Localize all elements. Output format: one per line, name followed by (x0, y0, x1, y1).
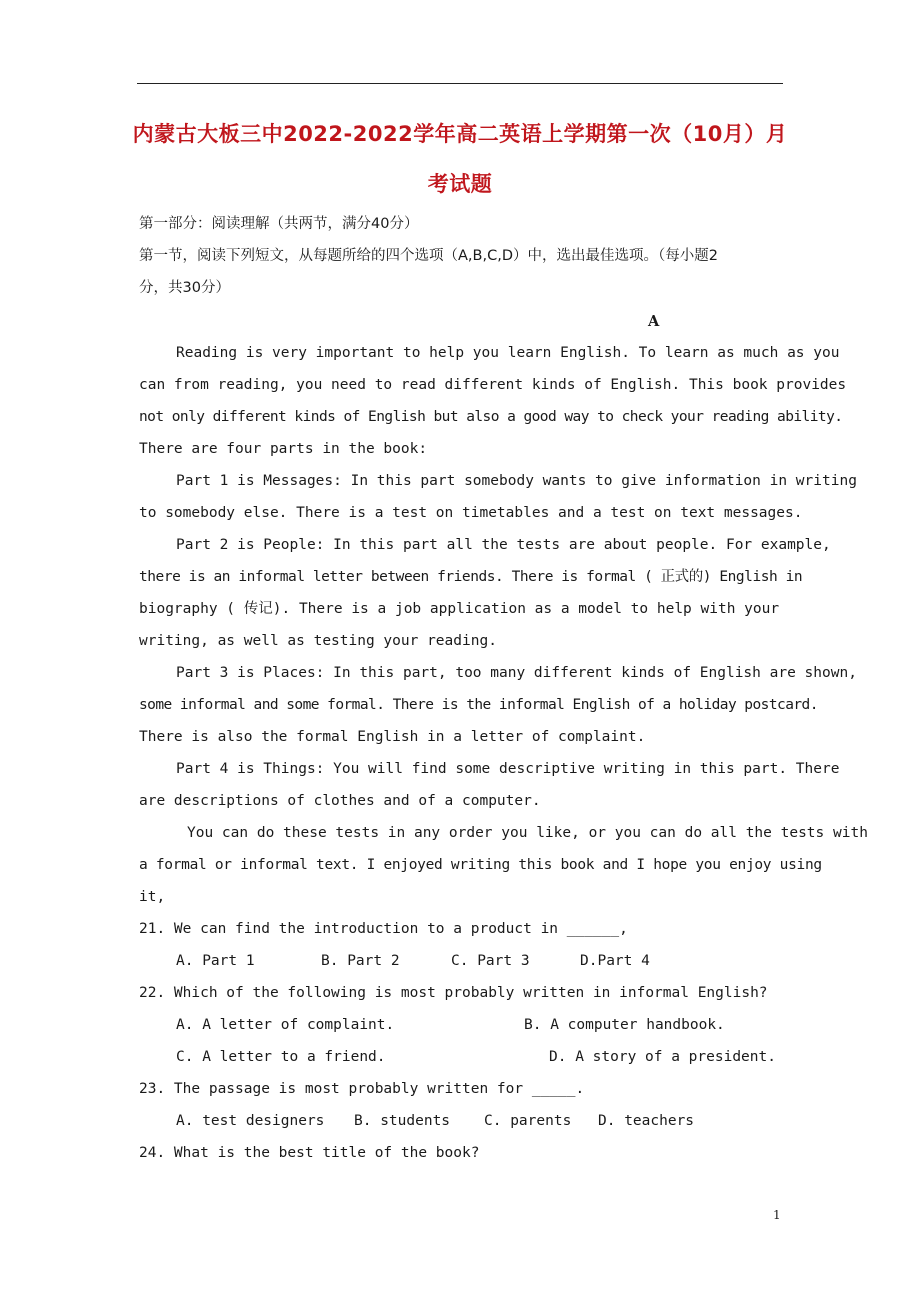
passage-line: You can do these tests in any order you like, or you can do all the tests with (187, 825, 868, 841)
passage-line: there is an informal letter between friends. There is formal ( 正式的) English in (139, 569, 803, 585)
q21-option-b: B. Part 2 (321, 953, 400, 969)
q21-option-d: D.Part 4 (580, 953, 650, 969)
passage-line: There is also the formal English in a letter of complaint. (139, 729, 646, 745)
passage-line: some informal and some formal. There is the informal English of a holiday postcard. (139, 697, 818, 713)
q22-option-a: A. A letter of complaint. (176, 1017, 395, 1033)
q23-option-c: C. parents (484, 1113, 572, 1129)
section-instruction-line2: 分，共30分） (139, 280, 230, 296)
q23-option-d: D. teachers (598, 1113, 695, 1129)
q22-option-d: D. A story of a president. (549, 1049, 776, 1065)
passage-line: a formal or informal text. I enjoyed writing this book and I hope you enjoy using (139, 857, 822, 873)
q22-option-b: B. A computer handbook. (524, 1017, 725, 1033)
part-heading: 第一部分：阅读理解（共两节，满分40分） (139, 216, 419, 232)
passage-line: can from reading, you need to read different kinds of English. This book provides (139, 377, 847, 393)
section-instruction-line1: 第一节，阅读下列短文，从每题所给的四个选项（A,B,C,D）中，选出最佳选项。（每小题2 (139, 248, 718, 264)
question-22-stem: 22. Which of the following is most probably written in informal English? (139, 985, 768, 1001)
passage-line: Part 4 is Things: You will find some descriptive writing in this part. There (176, 761, 840, 777)
document-title-line1: 内蒙古大板三中2022-2022学年高二英语上学期第一次（10月）月 (132, 122, 788, 146)
page-number: 1 (773, 1208, 781, 1222)
question-21-stem: 21. We can find the introduction to a product in ______, (139, 921, 628, 937)
q22-option-c: C. A letter to a friend. (176, 1049, 386, 1065)
passage-line: not only different kinds of English but also a good way to check your reading ability. (139, 409, 843, 425)
passage-line: it, (139, 889, 166, 905)
passage-line: Part 2 is People: In this part all the tests are about people. For example, (176, 537, 831, 553)
document-title-line2: 考试题 (427, 172, 493, 196)
passage-line: Reading is very important to help you learn English. To learn as much as you (176, 345, 840, 361)
question-24-stem: 24. What is the best title of the book? (139, 1145, 480, 1161)
q21-option-a: A. Part 1 (176, 953, 255, 969)
passage-line: writing, as well as testing your reading. (139, 633, 497, 649)
passage-line: biography ( 传记). There is a job application as a model to help with your (139, 601, 780, 617)
passage-label: A (648, 313, 660, 330)
passage-line: are descriptions of clothes and of a computer. (139, 793, 541, 809)
passage-line: Part 3 is Places: In this part, too many different kinds of English are shown, (176, 665, 857, 681)
q23-option-b: B. students (354, 1113, 451, 1129)
q23-option-a: A. test designers (176, 1113, 325, 1129)
q21-option-c: C. Part 3 (451, 953, 530, 969)
passage-line: There are four parts in the book: (139, 441, 428, 457)
passage-line: to somebody else. There is a test on timetables and a test on text messages. (139, 505, 803, 521)
header-rule (137, 83, 783, 84)
passage-line: Part 1 is Messages: In this part somebody wants to give information in writing (176, 473, 857, 489)
question-23-stem: 23. The passage is most probably written for _____. (139, 1081, 585, 1097)
